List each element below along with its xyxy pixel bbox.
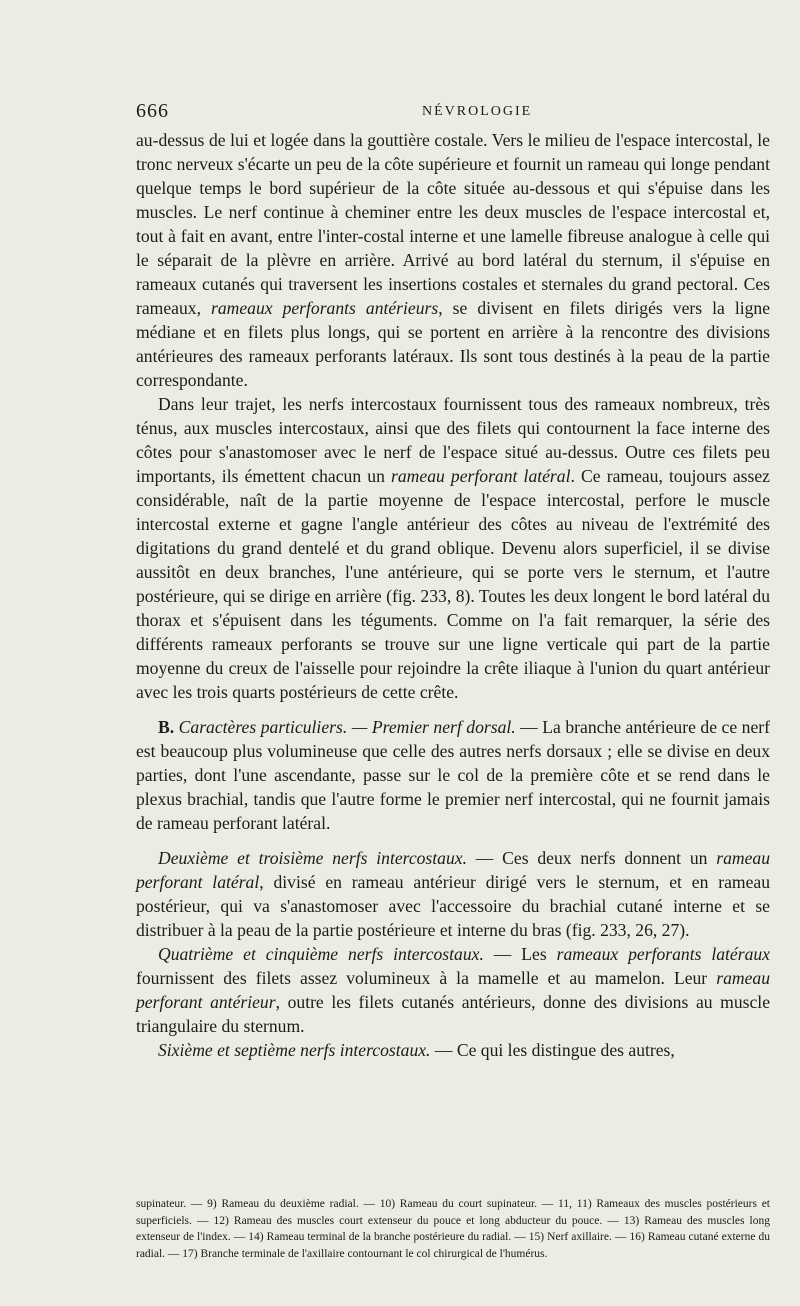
term-rameau-perforant-lateral: rameau perforant latéral (391, 466, 571, 486)
figure-legend-footnote: supinateur. — 9) Rameau du deuxième radial. — 10) Rameau du court supinateur. — 11, 11) Rameaux des muscles postérieurs et superficiels. — 12) Rameau des muscles court extenseur du pouce et long abducteur du pouce. — 13) Rameau des muscles long extenseur de l'index. — 14) Rameau terminal de la branche postérieure du radial. — 15) Nerf axillaire. — 16) Rameau cutané externe du radial. — 17) Branche terminale de l'axillaire contournant le col chirurgical de l'humérus. (136, 1198, 770, 1260)
paragraph-second-third-nerves: Deuxième et troisième nerfs intercostaux. — Ces deux nerfs donnent un rameau perforant latéral, divisé en rameau antérieur dirigé vers le sternum, et en rameau postérieur, qui va s'anastomoser avec l'accessoire du brachial cutané interne et se distribuer à la peau de la partie postérieure et interne du bras (fig. 233, 26, 27). (136, 848, 771, 940)
page-header (136, 100, 770, 122)
running-head: NÉVROLOGIE (422, 104, 533, 119)
paragraph-nerve-course: au-dessus de lui et logée dans la gouttière costale. Vers le milieu de l'espace intercostal, le tronc nerveux s'écarte un peu de la côte supérieure et fournit un rameau qui longe pendant quelque temps le bord supérieur de la côte située au-dessous et qui s'épuise dans les muscles. Le nerf continue à cheminer entre les deux muscles de l'espace intercostal et, tout à fait en avant, entre l'inter-costal interne et une lamelle fibreuse analogue à celle qui le séparait de la plèvre en arrière. Arrivé au bord latéral du sternum, il s'épuise en rameaux cutanés qui traversent les insertions costales et sternales du grand pectoral. Ces rameaux, rameaux perforants antérieurs, se divisent en filets dirigés vers la ligne médiane et en filets plus longs, qui se portent en arrière à la rencontre des divisions antérieures des rameaux perforants latéraux. Ils sont tous destinés à la peau de la partie correspondante. (136, 130, 770, 390)
paragraph-sixth-seventh-nerves: Sixième et septième nerfs intercostaux. — Ce qui les distingue des autres, (158, 1040, 675, 1060)
subheading: Deuxième et troisième nerfs intercostaux. (158, 848, 467, 868)
section-heading: Caractères particuliers. — Premier nerf dorsal. (178, 717, 516, 737)
page-number: 666 (136, 100, 169, 122)
subheading: Sixième et septième nerfs intercostaux. (158, 1040, 431, 1060)
subheading: Quatrième et cinquième nerfs intercostaux. (158, 944, 484, 964)
paragraph-first-dorsal-nerve: B. Caractères particuliers. — Premier nerf dorsal. — La branche antérieure de ce nerf est beaucoup plus volumineuse que celle des autres nerfs dorsaux ; elle se divise en deux parties, dont l'une ascendante, passe sur le col de la première côte et se rend dans le plexus brachial, tandis que l'autre forme le premier nerf intercostal, qui ne fournit jamais de rameau perforant latéral. (136, 717, 770, 833)
term-rameaux-perforants-anterieurs: rameaux perforants antérieurs (210, 298, 439, 318)
body-text (136, 128, 770, 1062)
section-letter: B. (158, 717, 175, 737)
paragraph-fourth-fifth-nerves: Quatrième et cinquième nerfs intercostaux. — Les rameaux perforants latéraux fournissent des filets assez volumineux à la mamelle et au mamelon. Leur rameau perforant antérieur, outre les filets cutanés antérieurs, donne des divisions au muscle triangulaire du sternum. (136, 944, 770, 1036)
paragraph-lateral-branch: Dans leur trajet, les nerfs intercostaux fournissent tous des rameaux nombreux, très ténus, aux muscles intercostaux, ainsi que des filets qui contournent la face interne des côtes pour s'anastomoser avec le nerf de l'espace situé au-dessus. Outre ces filets peu importants, ils émettent chacun un rameau perforant latéral. Ce rameau, toujours assez considérable, naît de la partie moyenne de l'espace intercostal, perfore le muscle intercostal externe et gagne l'angle antérieur des côtes au niveau de l'extrémité des digitations du grand dentelé et du grand oblique. Devenu alors superficiel, il se divise aussitôt en deux branches, l'une antérieure, qui se porte vers le sternum, et l'autre postérieure, qui se dirige en arrière (fig. 233, 8). Toutes les deux longent le bord latéral du thorax et s'épuisent dans les téguments. Comme on l'a fait remarquer, la série des différents rameaux perforants se trouve sur une ligne verticale qui part de la partie moyenne du creux de l'aisselle pour rejoindre la crête iliaque à l'union du quart antérieur avec les trois quarts postérieurs de cette crête. (136, 394, 770, 702)
